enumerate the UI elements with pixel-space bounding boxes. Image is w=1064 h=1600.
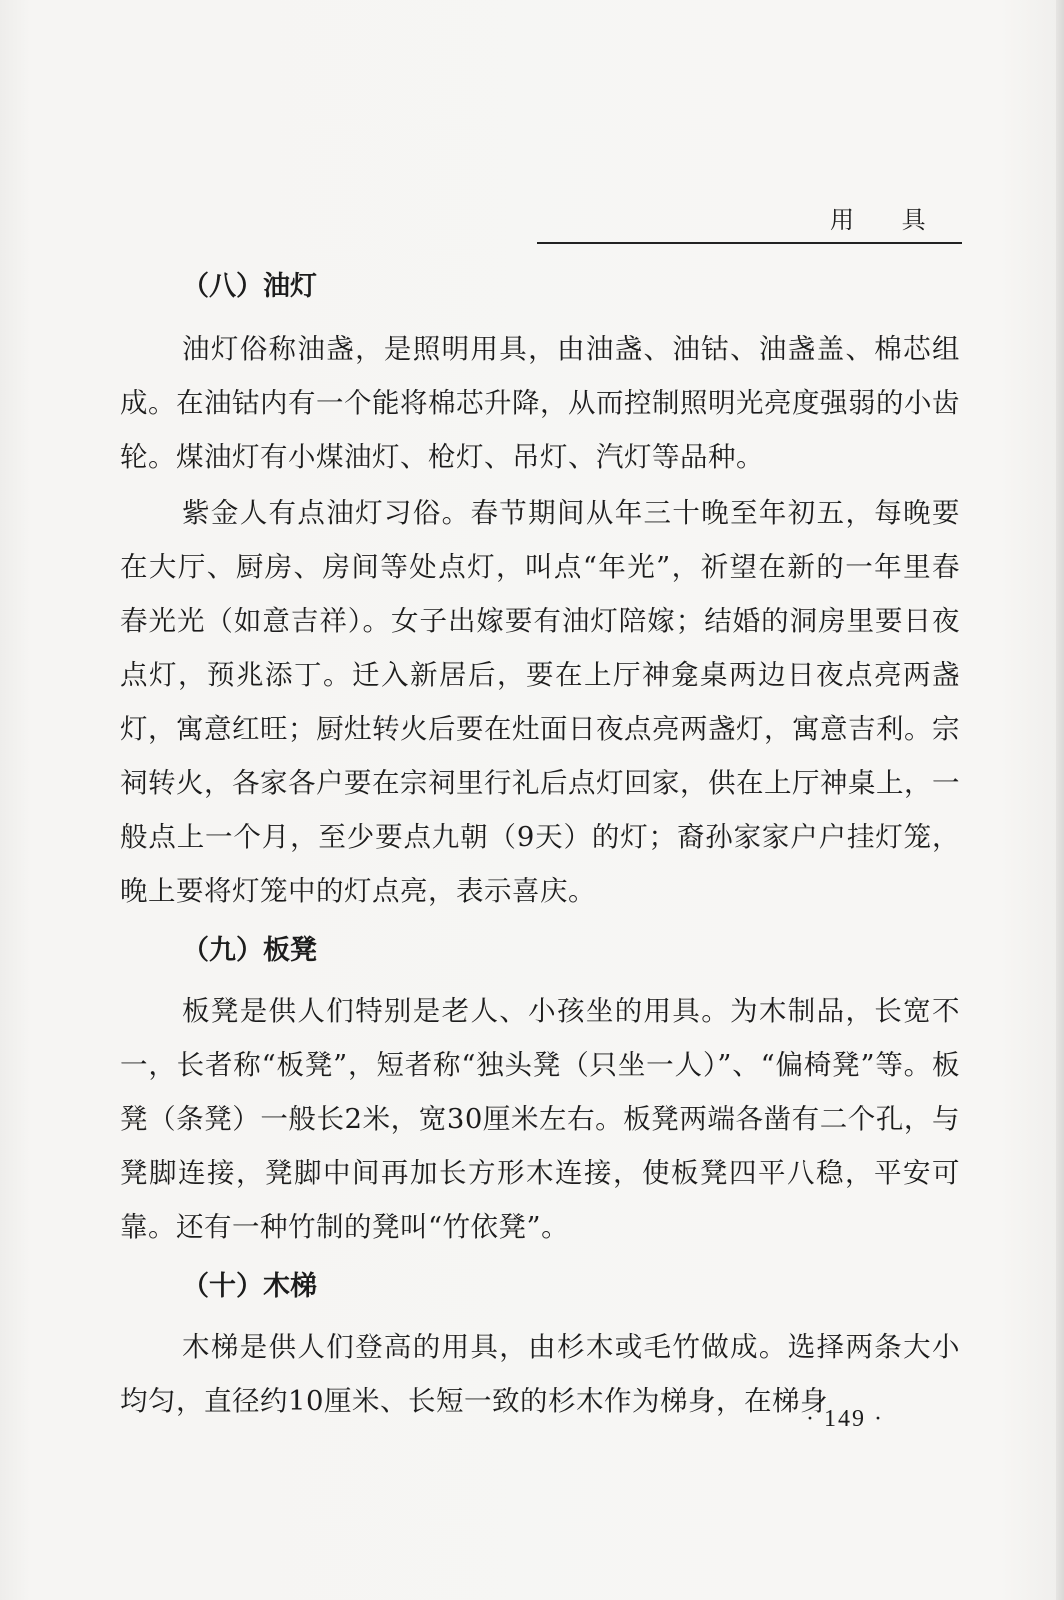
running-head: 用 具: [830, 206, 946, 234]
section-heading-bench: （九）板凳: [182, 935, 317, 966]
body-text: [120, 260, 960, 1428]
header-rule: [537, 242, 962, 244]
section-heading-oil-lamp: （八）油灯: [182, 271, 317, 302]
paragraph-oil-lamp-customs: 紫金人有点油灯习俗。春节期间从年三十晚至年初五，每晚要在大厅、厨房、房间等处点灯，叫点“年光”，祈望在新的一年里春春光光（如意吉祥）。女子出嫁要有油灯陪嫁；结婚的洞房里要日夜点灯，预兆添丁。迁入新居后，要在上厅神龛桌两边日夜点亮两盏灯，寓意红旺；厨灶转火后要在灶面日夜点亮两盏灯，寓意吉利。宗祠转火，各家各户要在宗祠里行礼后点灯回家，供在上厅神桌上，一般点上一个月，至少要点九朝（9天）的灯；裔孙家家户户挂灯笼，晚上要将灯笼中的灯点亮，表示喜庆。: [120, 497, 960, 907]
paragraph-bench-description: 板凳是供人们特别是老人、小孩坐的用具。为木制品，长宽不一，长者称“板凳”，短者称“独头凳（只坐一人）”、“偏椅凳”等。板凳（条凳）一般长2米，宽30厘米左右。板凳两端各凿有二个孔，与凳脚连接，凳脚中间再加长方形木连接，使板凳四平八稳，平安可靠。还有一种竹制的凳叫“竹依凳”。: [120, 995, 960, 1243]
page-edge-shadow: [1056, 0, 1064, 1600]
page-number: · 149 ·: [806, 1406, 884, 1432]
paragraph-ladder-description: 木梯是供人们登高的用具，由杉木或毛竹做成。选择两条大小均匀，直径约10厘米、长短一致的杉木作为梯身，在梯身: [120, 1331, 960, 1417]
paragraph-oil-lamp-description: 油灯俗称油盏，是照明用具，由油盏、油钴、油盏盖、棉芯组成。在油钴内有一个能将棉芯升降，从而控制照明光亮度强弱的小齿轮。煤油灯有小煤油灯、枪灯、吊灯、汽灯等品种。: [120, 333, 960, 473]
section-heading-ladder: （十）木梯: [182, 1271, 317, 1302]
